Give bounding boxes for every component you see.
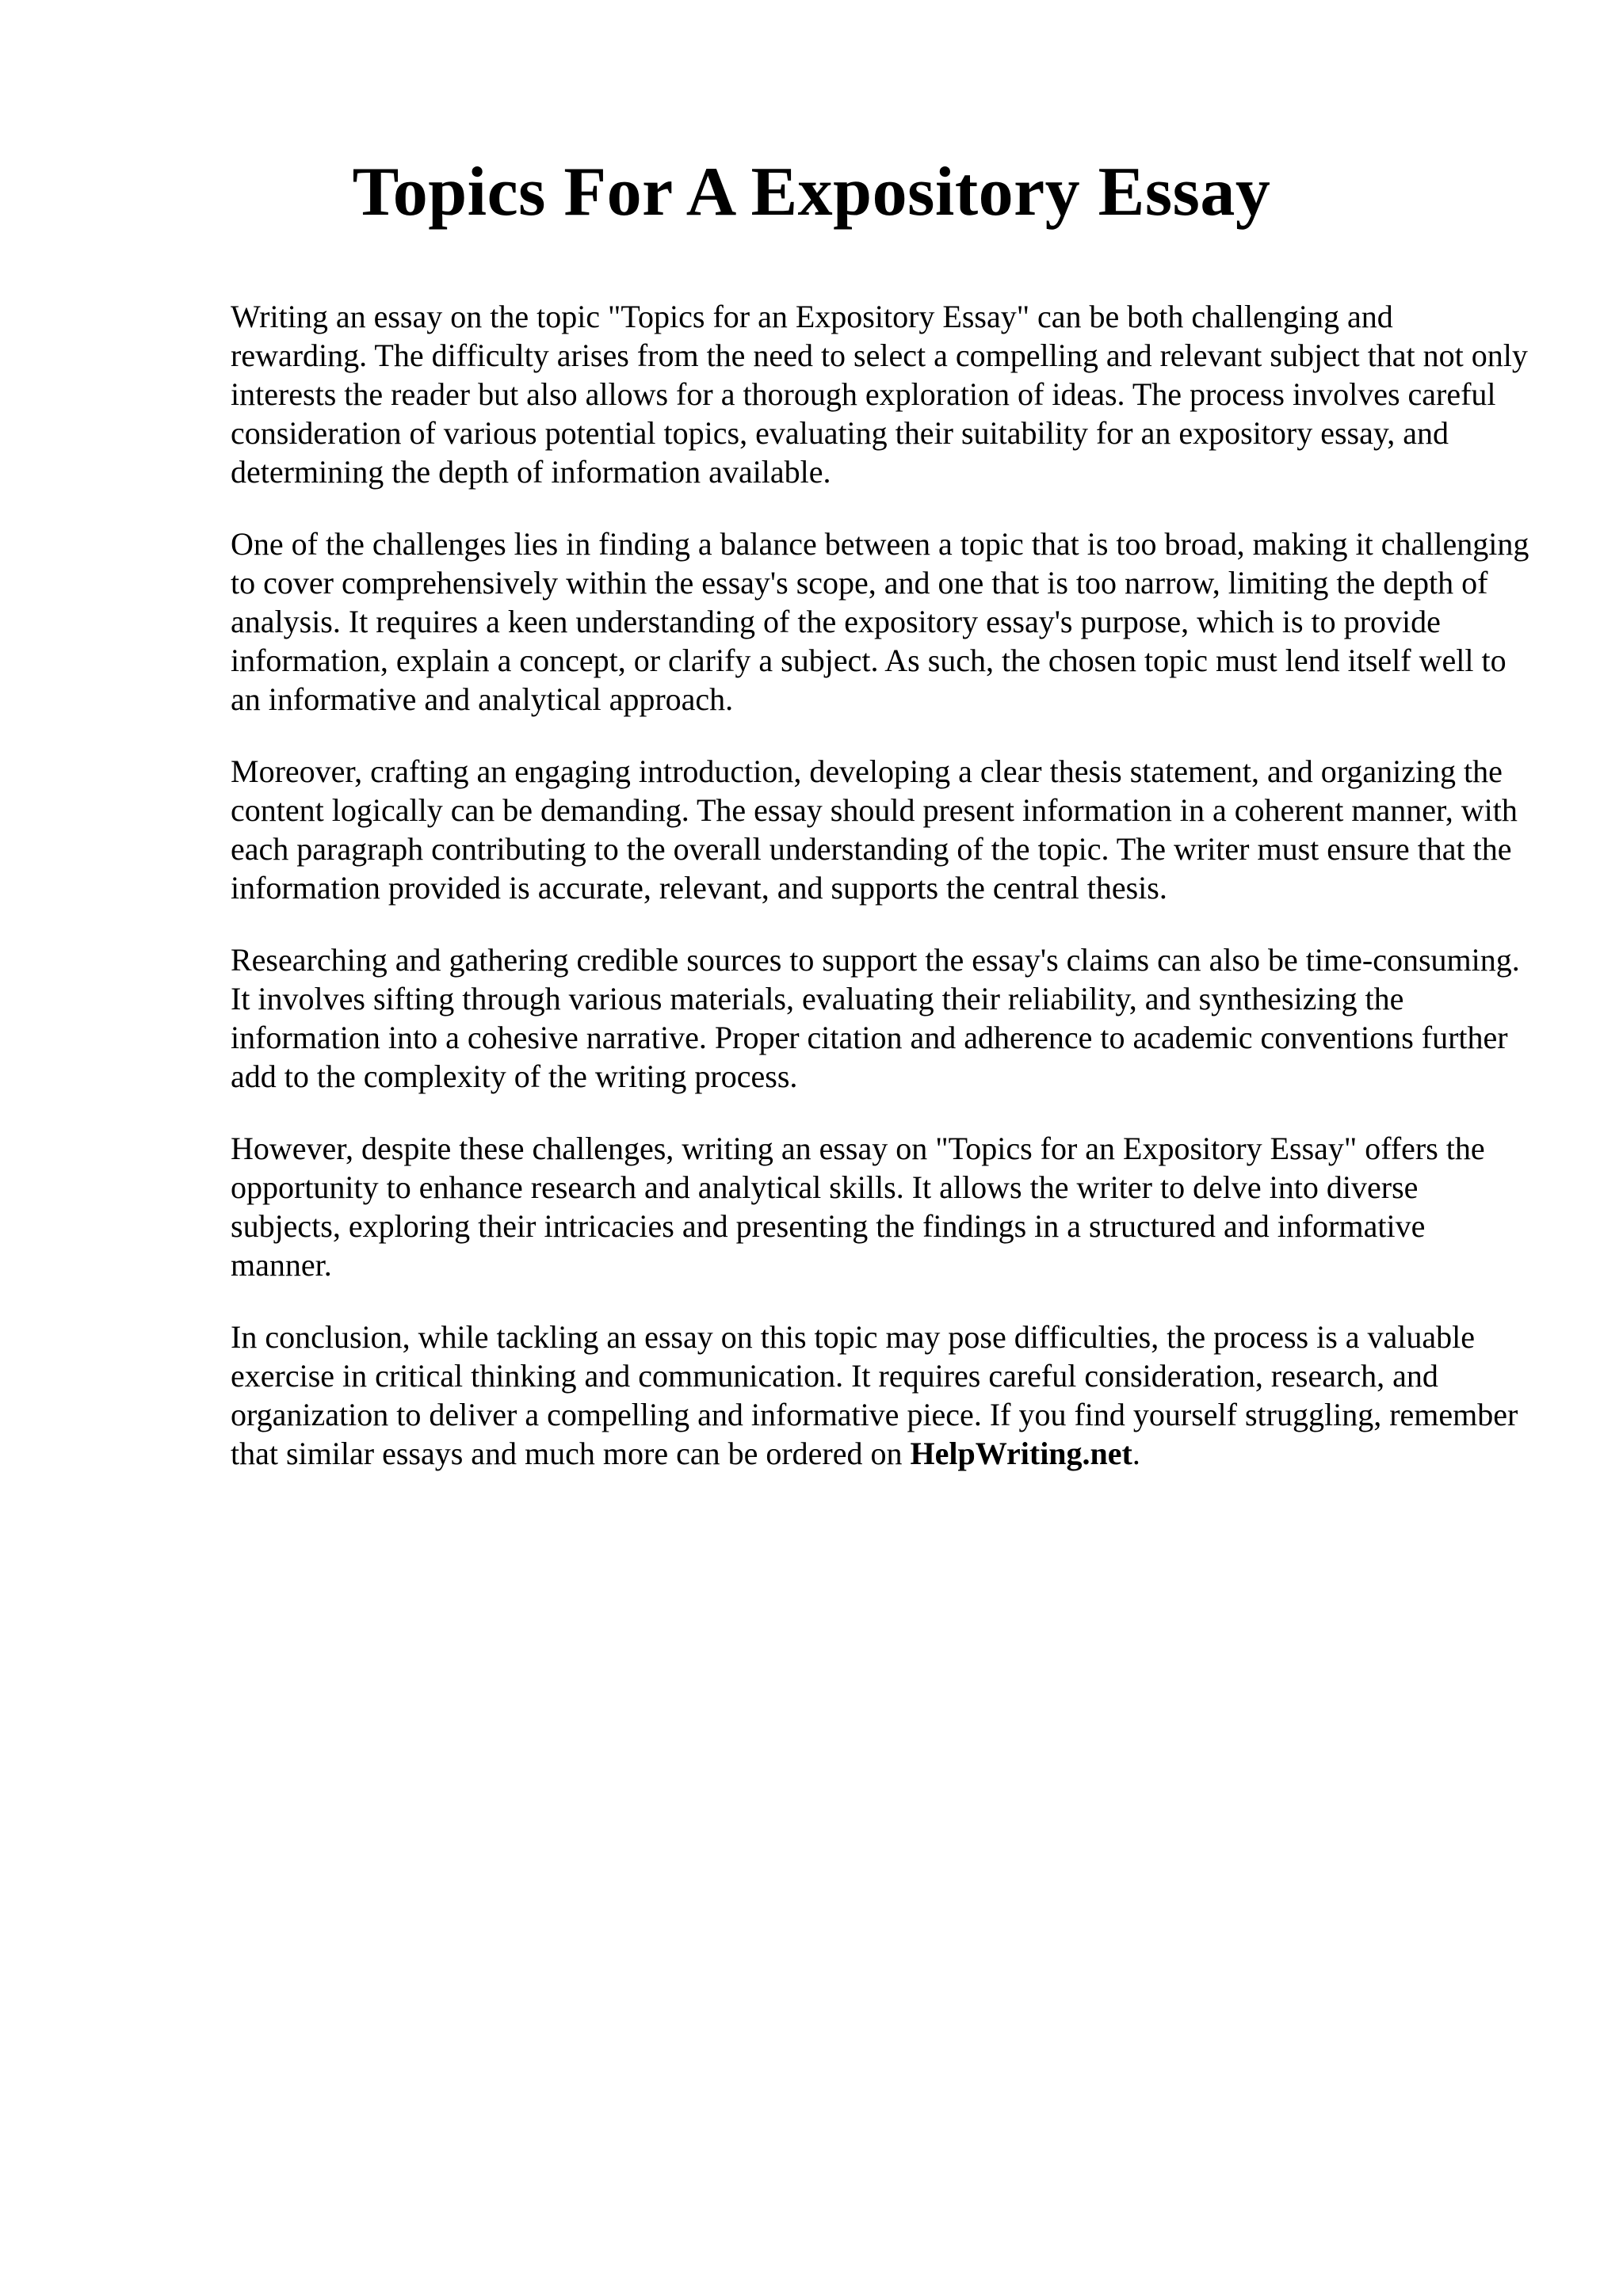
paragraph-conclusion [231, 1318, 1530, 1473]
paragraph-4: Researching and gathering credible sources to support the essay's claims can also be time-consuming. It involves sifting through various materials, evaluating their reliability, and synthesizing the information into a cohesive narrative. Proper citation and adherence to academic conventions further add to the complexity of the writing process. [231, 942, 1520, 1094]
conclusion-text: In conclusion, while tackling an essay on this topic may pose difficulties, the process is a valuable exercise in critical thinking and communication. It requires careful consideration, research, and organization to deliver a compelling and informative piece. If you find yourself struggling, remember that similar essays and much more can be ordered on [231, 1319, 1518, 1471]
paragraph-2: One of the challenges lies in finding a balance between a topic that is too broad, making it challenging to cover comprehensively within the essay's scope, and one that is too narrow, limiting the depth of analysis. It requires a keen understanding of the expository essay's purpose, which is to provide information, explain a concept, or clarify a subject. As such, the chosen topic must lend itself well to an informative and analytical approach. [231, 526, 1529, 717]
paragraph-5: However, despite these challenges, writing an essay on "Topics for an Expository Essay" offers the opportunity to enhance research and analytical skills. It allows the writer to delve into diverse subjects, exploring their intricacies and presenting the findings in a structured and informative manner. [231, 1131, 1485, 1283]
brand-link[interactable]: HelpWriting.net [910, 1436, 1132, 1471]
essay-body [231, 297, 1530, 1506]
page-title: Topics For A Expository Essay [352, 154, 1271, 231]
paragraph-1: Writing an essay on the topic "Topics for an Expository Essay" can be both challenging and rewarding. The difficulty arises from the need to select a compelling and relevant subject that not only interests the reader but also allows for a thorough exploration of ideas. The process involves careful consideration of various potential topics, evaluating their suitability for an expository essay, and determining the depth of information available. [231, 299, 1528, 490]
paragraph-3: Moreover, crafting an engaging introduction, developing a clear thesis statement, and organizing the content logically can be demanding. The essay should present information in a coherent manner, with each paragraph contributing to the overall understanding of the topic. The writer must ensure that the information provided is accurate, relevant, and supports the central thesis. [231, 753, 1518, 906]
conclusion-end: . [1132, 1436, 1140, 1471]
